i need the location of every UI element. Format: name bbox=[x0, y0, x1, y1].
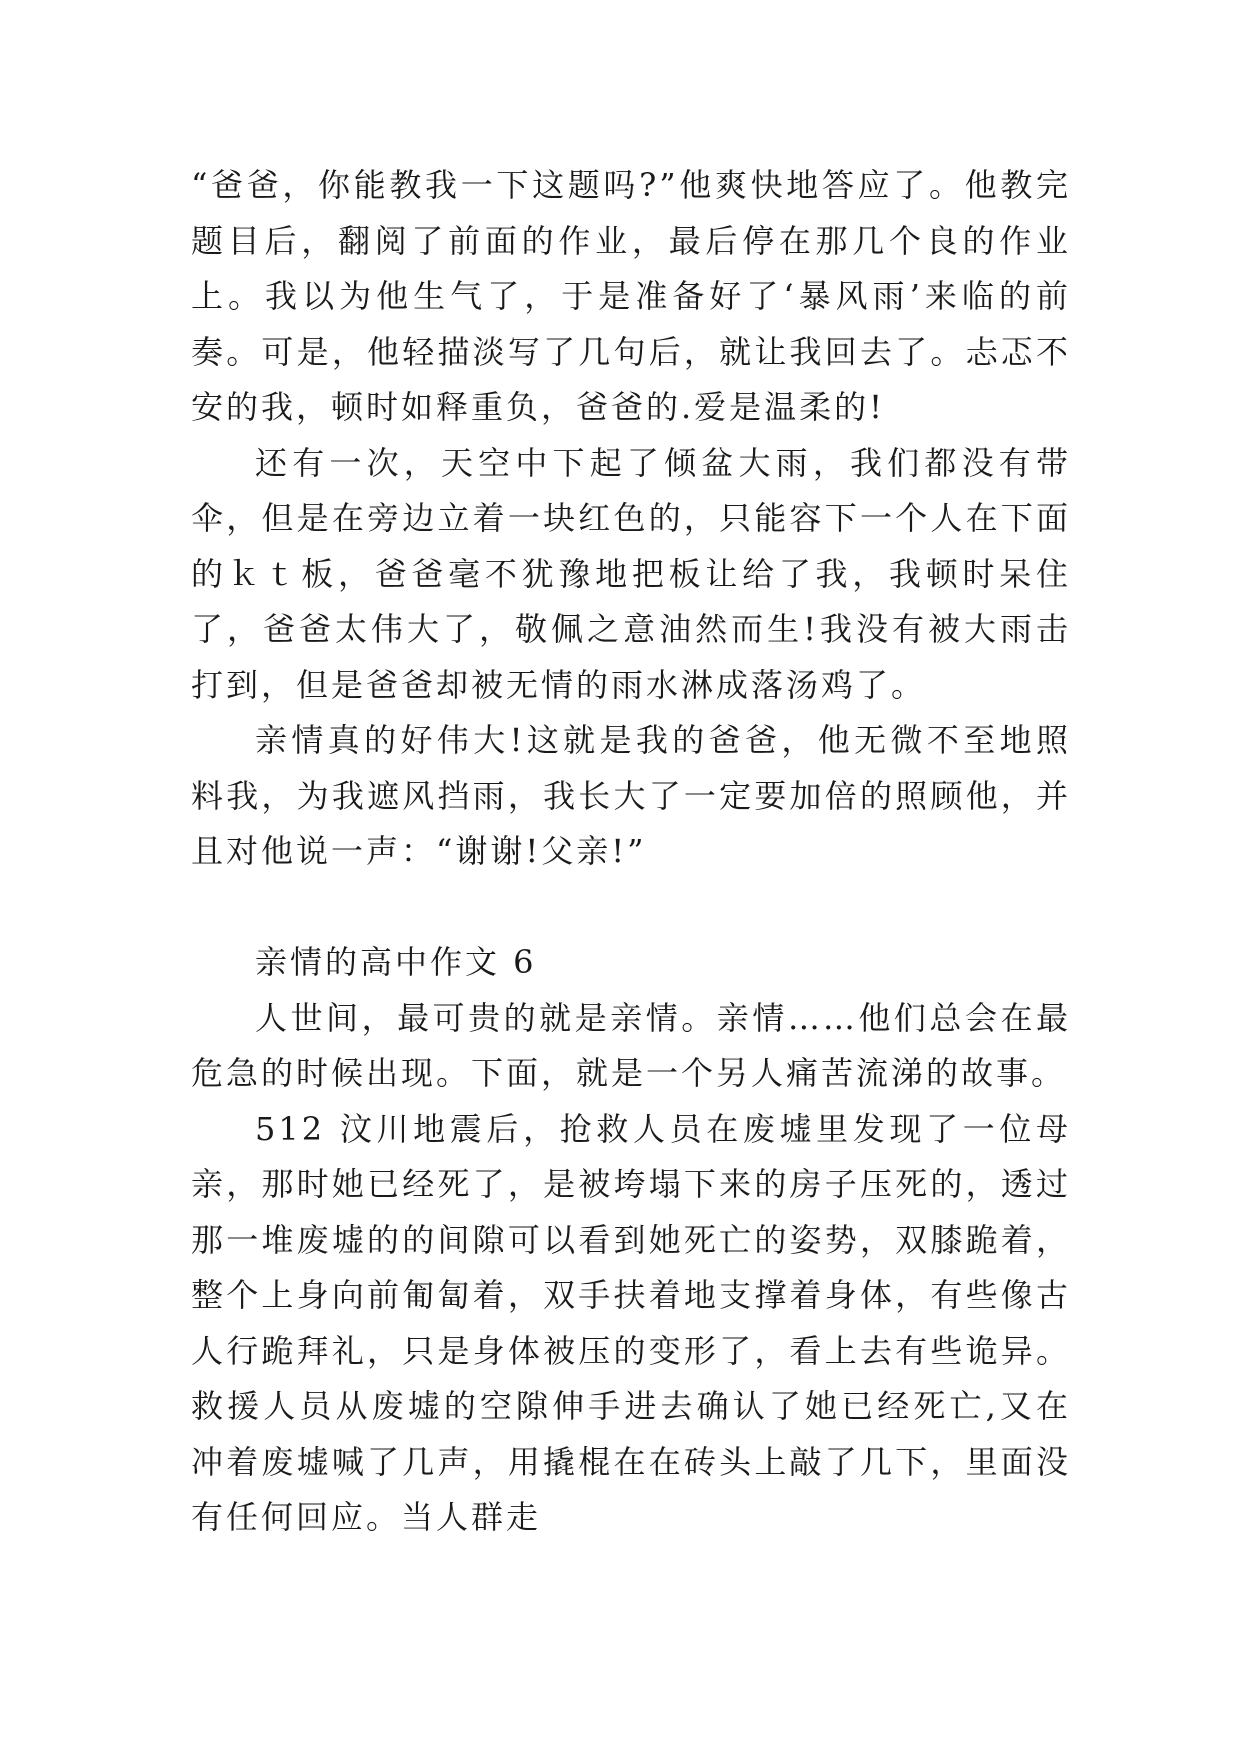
paragraph-earthquake: 512 汶川地震后，抢救人员在废墟里发现了一位母亲，那时她已经死了，是被垮塌下来的房子压死的，透过那一堆废墟的的间隙可以看到她死亡的姿势，双膝跪着，整个上身向前匍匐着，双手扶着地支撑着身体，有些像古人行跪拜礼，只是身体被压的变形了，看上去有些诡异。救援人员从废墟的空隙伸手进去确认了她已经死亡,又在冲着废墟喊了几声，用撬棍在在砖头上敲了几下，里面没有任何回应。当人群走 bbox=[191, 1109, 1071, 1536]
paragraph-homework: “爸爸，你能教我一下这题吗?”他爽快地答应了。他教完题目后，翻阅了前面的作业，最后停在那几个良的作业上。我以为他生气了，于是准备好了‘暴风雨’来临的前奏。可是，他轻描淡写了几句后，就让我回去了。忐忑不安的我，顿时如释重负，爸爸的.爱是温柔的! bbox=[191, 166, 1071, 426]
paragraph-rainstorm: 还有一次，天空中下起了倾盆大雨，我们都没有带伞，但是在旁边立着一块红色的，只能容下一个人在下面的ｋｔ板，爸爸毫不犹豫地把板让给了我，我顿时呆住了，爸爸太伟大了，敬佩之意油然而生!我没有被大雨击打到，但是爸爸却被无情的雨水淋成落汤鸡了。 bbox=[191, 443, 1071, 704]
essay-body bbox=[191, 158, 1071, 1546]
section-title: 亲情的高中作文 6 bbox=[255, 943, 537, 981]
section-gap bbox=[191, 880, 1071, 936]
paragraph-intro: 人世间，最可贵的就是亲情。亲情……他们总会在最危急的时候出现。下面，就是一个另人痛苦流涕的故事。 bbox=[191, 998, 1071, 1092]
paragraph-conclusion: 亲情真的好伟大!这就是我的爸爸，他无微不至地照料我，为我遮风挡雨，我长大了一定要加倍的照顾他，并且对他说一声：“谢谢!父亲!” bbox=[191, 721, 1071, 870]
